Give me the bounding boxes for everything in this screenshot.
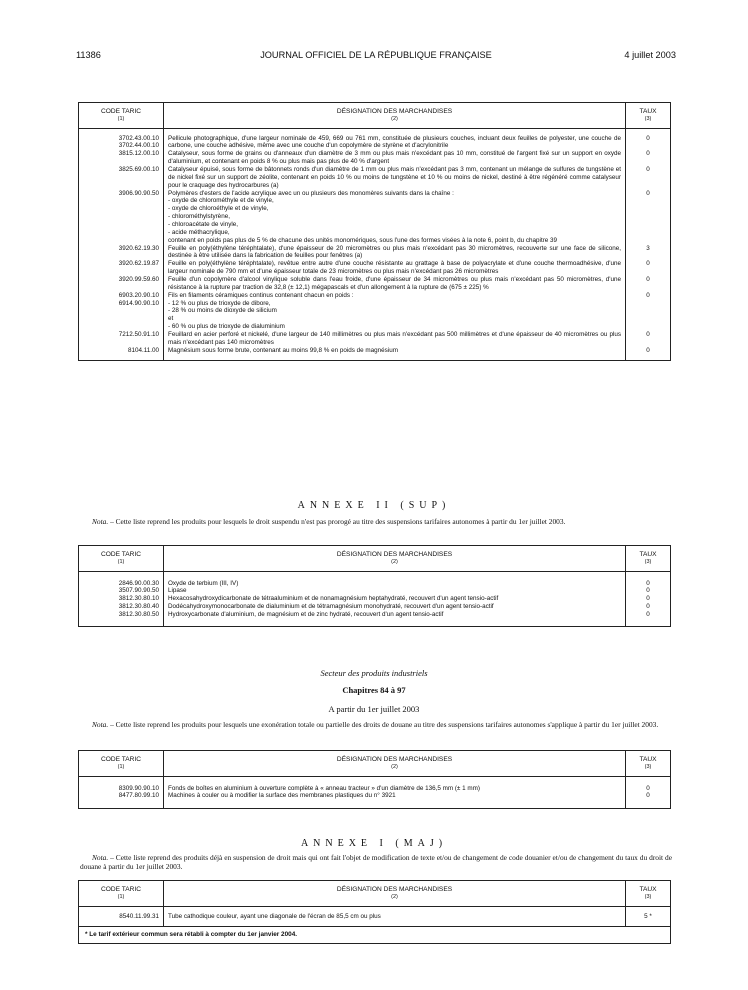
column-header-label: DÉSIGNATION DES MARCHANDISES bbox=[336, 107, 453, 115]
table-row bbox=[79, 611, 671, 619]
designation: Magnésium sous forme brute, contenant au moins 99,8 % en poids de magnésium bbox=[164, 347, 626, 355]
taux-value: 0 bbox=[626, 135, 671, 151]
spacer-row bbox=[79, 355, 671, 361]
spacer-row bbox=[79, 619, 671, 627]
taux-value: 5 * bbox=[626, 913, 671, 921]
footnote: * Le tarif extérieur commun sera rétabli à compter du 1er janvier 2004. bbox=[79, 926, 671, 943]
spacer-row bbox=[79, 800, 671, 808]
annex-i-title: ANNEXE I (MAJ) bbox=[300, 838, 448, 849]
effective-date: A partir du 1er juillet 2003 bbox=[328, 704, 420, 714]
nota-label: Nota. bbox=[92, 517, 109, 526]
taric-code: 7212.50.91.10 bbox=[79, 331, 164, 347]
tariff-table-3 bbox=[78, 750, 671, 809]
taric-code: 6903.20.90.10 6914.90.90.10 bbox=[79, 292, 164, 331]
table-row bbox=[79, 595, 671, 603]
taux-value: 0 bbox=[626, 347, 671, 355]
nota-text: – Cette liste reprend les produits pour lesquels une exonération totale ou partielle des droits de douane au titre des suspensions tarifaires autonomes s'applique à partir du 1er juillet 2003. bbox=[108, 720, 659, 729]
column-header-designation bbox=[164, 546, 626, 572]
spacer-cell bbox=[626, 777, 671, 785]
spacer-cell bbox=[626, 619, 671, 627]
annex-i-note bbox=[80, 853, 672, 872]
column-header-number: (1) bbox=[117, 116, 125, 123]
spacer-cell bbox=[79, 572, 164, 580]
tariff-table-1 bbox=[78, 102, 671, 361]
table-row bbox=[79, 580, 671, 588]
column-header-taux bbox=[626, 546, 671, 572]
nota-label: Nota. bbox=[92, 853, 109, 862]
column-header-number: (2) bbox=[391, 894, 398, 901]
taric-code: 8104.11.00 bbox=[79, 347, 164, 355]
column-header-label: TAUX bbox=[639, 107, 657, 115]
taux-value: 0 bbox=[626, 260, 671, 276]
column-header-taux bbox=[626, 103, 671, 129]
designation: Feuille en poly(éthylène téréphtalate), revêtue entre autre d'une couche résistante au grattage à base de polyacrylate et d'une couche thermoadhésive, d'une largeur nominale de 790 mm et d'une épaisseur totale de 23 micromètres ou plus mais n'excédant pas 26 micromètres bbox=[164, 260, 626, 276]
table-row bbox=[79, 347, 671, 355]
page-header bbox=[76, 50, 676, 64]
column-header-label: CODE TARIC bbox=[100, 550, 142, 558]
nota-text: – Cette liste reprend les produits pour lesquels le droit suspendu n'est pas prorogé au titre des suspensions tarifaires autonomes à partir du 1er juillet 2003. bbox=[108, 517, 566, 526]
spacer-cell bbox=[626, 572, 671, 580]
page-number: 11386 bbox=[76, 50, 101, 60]
taux-value: 0 bbox=[626, 611, 671, 619]
designation: Oxyde de terbium (III, IV) bbox=[164, 580, 626, 588]
spacer-cell bbox=[626, 800, 671, 808]
column-header-code bbox=[79, 751, 164, 777]
spacer-cell bbox=[626, 355, 671, 361]
table-row bbox=[79, 587, 671, 595]
table-row bbox=[79, 135, 671, 151]
column-header-number: (3) bbox=[644, 559, 652, 566]
column-header-code bbox=[79, 103, 164, 129]
designation: Polymères d'esters de l'acide acrylique avec un ou plusieurs des monomères suivants dans la chaîne : - oxyde de chlorométhyle et de vinyle, - oxyde de chloroéthyle et de vinyle, - chlorométhylstyrène, - chloroacétate de vinyle, - acide méthacrylique, contenant en poids pas plus de 5 % de chacune des unités monomériques, sous l'une des formes visées à la note 6, point b, du chapitre 39 bbox=[164, 190, 626, 245]
column-header-code bbox=[79, 881, 164, 907]
spacer-row bbox=[79, 777, 671, 785]
taric-code: 8309.90.90.10 bbox=[79, 785, 164, 793]
column-header-label: CODE TARIC bbox=[100, 107, 142, 115]
taux-value: 0 bbox=[626, 150, 671, 166]
designation: Feuillard en acier perforé et nickelé, d'une largeur de 140 millimètres ou plus mais n'excédant pas 500 millimètres et d'une épaisseur de 40 micromètres ou plus mais n'excédant pas 140 micromètres bbox=[164, 331, 626, 347]
taric-code: 3920.99.59.60 bbox=[79, 276, 164, 292]
designation: Dodécahydroxymonocarbonate de dialuminium et de tétramagnésium monohydraté, recouvert d'un agent tensio-actif bbox=[164, 603, 626, 611]
journal-title: JOURNAL OFFICIEL DE LA RÉPUBLIQUE FRANÇAISE bbox=[260, 50, 492, 60]
column-header-taux bbox=[626, 751, 671, 777]
column-header-label: DÉSIGNATION DES MARCHANDISES bbox=[336, 550, 453, 558]
page-date: 4 juillet 2003 bbox=[624, 50, 676, 60]
annex-ii-title: ANNEXE II (SUP) bbox=[297, 500, 451, 511]
designation: Feuille en poly(éthylène téréphtalate), d'une épaisseur de 20 micromètres ou plus mais n'excédant pas 30 micromètres, recouverte sur une face de silicone, destinée à être utilisée dans la fabrication de feuilles pour fenêtres (a) bbox=[164, 245, 626, 261]
table-row bbox=[79, 150, 671, 166]
column-header-number: (1) bbox=[117, 559, 125, 566]
tariff-table-4 bbox=[78, 880, 671, 944]
taric-code: 3920.62.19.30 bbox=[79, 245, 164, 261]
column-header-label: DÉSIGNATION DES MARCHANDISES bbox=[336, 755, 453, 763]
taric-code: 3815.12.00.10 bbox=[79, 150, 164, 166]
taric-code: 3812.30.80.40 bbox=[79, 603, 164, 611]
column-header-label: CODE TARIC bbox=[100, 755, 142, 763]
column-header-number: (3) bbox=[644, 764, 652, 771]
taric-code: 3507.90.90.50 bbox=[79, 587, 164, 595]
column-header-label: TAUX bbox=[639, 550, 657, 558]
annex-ii-note bbox=[80, 517, 672, 526]
spacer-cell bbox=[79, 355, 164, 361]
column-header-label: CODE TARIC bbox=[100, 885, 142, 893]
table-row bbox=[79, 792, 671, 800]
taux-value: 0 bbox=[626, 595, 671, 603]
table-row bbox=[79, 913, 671, 921]
designation: Fonds de boîtes en aluminium à ouverture complète à « anneau tracteur » d'un diamètre de 136,5 mm (± 1 mm) bbox=[164, 785, 626, 793]
spacer-cell bbox=[164, 572, 626, 580]
column-header-taux bbox=[626, 881, 671, 907]
taux-value: 0 bbox=[626, 587, 671, 595]
taux-value: 0 bbox=[626, 190, 671, 245]
column-header-number: (2) bbox=[391, 559, 398, 566]
designation: Pellicule photographique, d'une largeur nominale de 459, 669 ou 761 mm, constituée de plusieurs couches, incluant deux feuilles de polyester, une couche de carbone, une couche adhésive, même avec une couche d'un copolymère de styrène et d'acrylonitrile bbox=[164, 135, 626, 151]
table-row bbox=[79, 603, 671, 611]
taux-value: 0 bbox=[626, 792, 671, 800]
designation: Fils en filaments céramiques continus contenant chacun en poids : - 12 % ou plus de trioxyde de dibore, - 28 % ou moins de dioxyde de silicium et - 60 % ou plus de trioxyde de dialuminium bbox=[164, 292, 626, 331]
taric-code: 3812.30.80.50 bbox=[79, 611, 164, 619]
taric-code: 8477.80.99.10 bbox=[79, 792, 164, 800]
column-header-designation bbox=[164, 103, 626, 129]
nota-label: Nota. bbox=[92, 720, 109, 729]
taric-code: 3825.69.00.10 bbox=[79, 166, 164, 190]
table-row bbox=[79, 276, 671, 292]
column-header-number: (1) bbox=[117, 764, 125, 771]
column-header-number: (3) bbox=[644, 116, 652, 123]
taux-value: 0 bbox=[626, 603, 671, 611]
designation: Hexacosahydroxydicarbonate de tétraaluminium et de nonamagnésium heptahydraté, recouvert d'un agent tensio-actif bbox=[164, 595, 626, 603]
sector-title: Secteur des produits industriels bbox=[320, 668, 428, 678]
taux-value: 0 bbox=[626, 166, 671, 190]
designation: Machines à couler ou à modifier la surface des membranes plastiques du n° 3921 bbox=[164, 792, 626, 800]
designation: Catalyseur épuisé, sous forme de bâtonnets ronds d'un diamètre de 1 mm ou plus mais n'excédant pas 3 mm, contenant un mélange de sulfures de tungstène et de nickel fixé sur un support de zéolite, contenant en poids 10 % ou moins de tungstène et 10 % ou moins de nickel, destiné à être régénéré comme catalyseur pour le craquage des hydrocarbures (a) bbox=[164, 166, 626, 190]
table-row bbox=[79, 190, 671, 245]
taux-value: 0 bbox=[626, 276, 671, 292]
column-header-label: TAUX bbox=[639, 755, 657, 763]
column-header-number: (2) bbox=[391, 764, 398, 771]
designation: Feuille d'un copolymère d'alcool vinylique soluble dans l'eau froide, d'une épaisseur de 34 micromètres ou plus mais n'excédant pas 50 micromètres, d'une résistance à la rupture par traction de 32,8 (± 12,1) mégapascals et d'un allongement à la rupture de (675 ± 225) % bbox=[164, 276, 626, 292]
spacer-cell bbox=[164, 777, 626, 785]
taric-code: 8540.11.99.31 bbox=[79, 913, 164, 921]
tariff-table-2 bbox=[78, 545, 671, 627]
nota-text: – Cette liste reprend des produits déjà en suspension de droit mais qui ont fait l'objet de modification de texte et/ou de changement de code douanier et/ou de changement du taux du droit de douane à partir du 1er juillet 2003. bbox=[80, 853, 672, 872]
spacer-cell bbox=[164, 355, 626, 361]
taux-value: 0 bbox=[626, 292, 671, 331]
spacer-cell bbox=[164, 800, 626, 808]
spacer-row bbox=[79, 572, 671, 580]
column-header-designation bbox=[164, 751, 626, 777]
column-header-number: (2) bbox=[391, 116, 398, 123]
taux-value: 0 bbox=[626, 785, 671, 793]
column-header-label: TAUX bbox=[639, 885, 657, 893]
designation: Lipase bbox=[164, 587, 626, 595]
sector-note bbox=[80, 720, 672, 729]
table-row bbox=[79, 245, 671, 261]
taux-value: 3 bbox=[626, 245, 671, 261]
taric-code: 3812.30.80.10 bbox=[79, 595, 164, 603]
designation: Hydroxycarbonate d'aluminium, de magnésium et de zinc hydraté, recouvert d'un agent tensio-actif bbox=[164, 611, 626, 619]
table-row bbox=[79, 292, 671, 331]
column-header-number: (3) bbox=[644, 894, 652, 901]
column-header-code bbox=[79, 546, 164, 572]
column-header-number: (1) bbox=[117, 894, 125, 901]
spacer-cell bbox=[79, 800, 164, 808]
designation: Catalyseur, sous forme de grains ou d'anneaux d'un diamètre de 3 mm ou plus mais n'excédant pas 10 mm, constitué de l'argent fixé sur un support en oxyde d'aluminium, et contenant en poids 8 % ou plus mais pas plus de 40 % d'argent bbox=[164, 150, 626, 166]
taux-value: 0 bbox=[626, 580, 671, 588]
chapters-title: Chapitres 84 à 97 bbox=[342, 685, 406, 695]
designation: Tube cathodique couleur, ayant une diagonale de l'écran de 85,5 cm ou plus bbox=[164, 913, 626, 921]
spacer-cell bbox=[79, 619, 164, 627]
column-header-label: DÉSIGNATION DES MARCHANDISES bbox=[336, 885, 453, 893]
taric-code: 3906.90.90.50 bbox=[79, 190, 164, 245]
footnote-row bbox=[79, 926, 671, 943]
column-header-designation bbox=[164, 881, 626, 907]
table-row bbox=[79, 260, 671, 276]
table-row bbox=[79, 331, 671, 347]
spacer-cell bbox=[164, 619, 626, 627]
taric-code: 2846.90.00.30 bbox=[79, 580, 164, 588]
table-row bbox=[79, 166, 671, 190]
taux-value: 0 bbox=[626, 331, 671, 347]
taric-code: 3920.62.19.87 bbox=[79, 260, 164, 276]
spacer-cell bbox=[79, 777, 164, 785]
taric-code: 3702.43.00.10 3702.44.00.10 bbox=[79, 135, 164, 151]
